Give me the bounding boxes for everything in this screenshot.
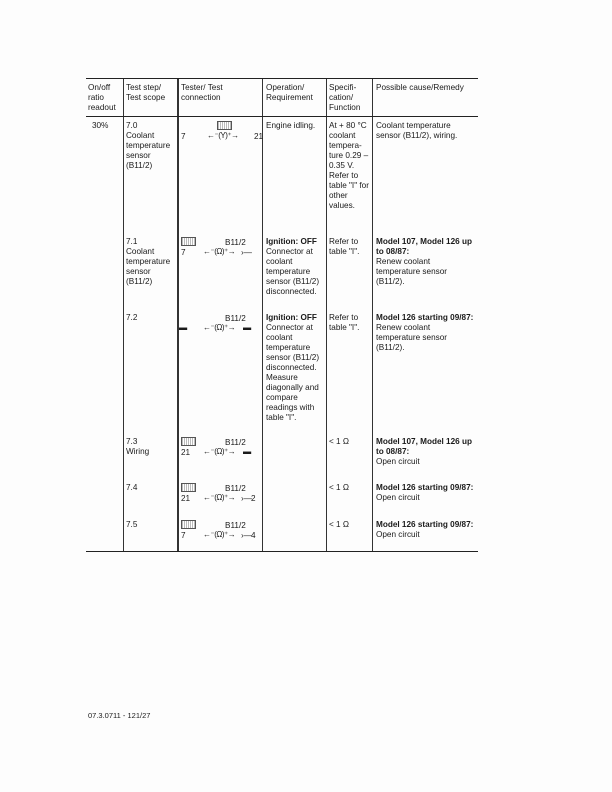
connector-socket-icon: ›—	[241, 248, 252, 257]
test-connection-diagram	[179, 483, 262, 513]
connection-right: 4	[251, 531, 256, 540]
test-connection-diagram	[179, 520, 262, 550]
step-number: 7.1	[126, 237, 138, 246]
meter-icon: ←⁻(Ω)⁺→	[203, 493, 236, 502]
plug-icon: ▬	[179, 323, 188, 332]
column-divider	[123, 79, 124, 551]
step-number: 7.0	[126, 121, 138, 130]
connection-right: 21	[254, 132, 264, 141]
remedy-text: Open circuit	[376, 457, 420, 466]
column-divider	[372, 79, 373, 551]
test-scope: Coolant temperature sensor (B11/2)	[126, 131, 171, 170]
test-scope: Coolant temperature sensor (B11/2)	[126, 247, 171, 286]
header-tester: Tester/ Test connection	[181, 83, 223, 102]
connection-left: 7	[181, 531, 186, 540]
remedy	[376, 313, 476, 353]
component-label: B11/2	[225, 238, 246, 247]
specification: < 1 Ω	[329, 483, 350, 492]
remedy-text: Coolant temperature sensor (B11/2), wiring.	[376, 121, 458, 140]
test-step	[126, 313, 176, 323]
header-ratio: On/off ratio readout	[88, 83, 116, 112]
remedy-text: Open circuit	[376, 530, 420, 539]
remedy-text: Renew coolant temperature sensor (B11/2).	[376, 257, 447, 286]
connector-socket-icon: ›—	[241, 494, 252, 503]
test-table	[86, 78, 478, 552]
header-operation: Operation/ Requirement	[266, 83, 313, 102]
test-step	[126, 483, 176, 493]
step-number: 7.2	[126, 313, 138, 322]
header-remedy: Possible cause/Remedy	[376, 83, 464, 92]
remedy	[376, 437, 476, 467]
meter-icon: ←⁻(Ω)⁺→	[203, 323, 236, 332]
step-number: 7.3	[126, 437, 138, 446]
meter-icon: ←⁻(Ω)⁺→	[203, 247, 236, 256]
connection-left: 21	[181, 448, 191, 457]
plug-icon: ▬	[243, 323, 252, 332]
component-label: B11/2	[225, 521, 246, 530]
operation-condition: Ignition: OFF	[266, 237, 317, 246]
page-footer: 07.3.0711 - 121/27	[88, 711, 151, 720]
component-label: B11/2	[225, 314, 246, 323]
test-connection-diagram	[179, 237, 262, 267]
remedy-text: Open circuit	[376, 493, 420, 502]
tester-icon	[181, 520, 196, 529]
operation	[266, 237, 326, 297]
operation-text: Connector at coolant temperature sensor (B11/2) disconnected.	[266, 247, 320, 296]
step-number: 7.5	[126, 520, 138, 529]
connection-right: 2	[251, 494, 256, 503]
remedy	[376, 237, 476, 287]
connection-left: 21	[181, 494, 191, 503]
operation	[266, 121, 326, 131]
remedy-model: Model 126 starting 09/87:	[376, 520, 474, 529]
header-divider	[86, 116, 478, 117]
column-divider	[326, 79, 327, 551]
remedy-model: Model 126 starting 09/87:	[376, 483, 474, 492]
remedy	[376, 483, 476, 503]
specification: < 1 Ω	[329, 520, 350, 529]
meter-icon: ←⁻(Ω)⁺→	[203, 530, 236, 539]
plug-icon: ▬	[243, 447, 252, 456]
meter-icon: ←⁻(Ω)⁺→	[203, 447, 236, 456]
operation-text: Connector at coolant temperature sensor (B11/2) disconnected. Measure diagonally and compare readings with table "I".	[266, 323, 320, 422]
specification: < 1 Ω	[329, 437, 350, 446]
remedy	[376, 520, 476, 540]
meter-icon: ←⁻(Y)⁺→	[207, 131, 239, 140]
component-label: B11/2	[225, 484, 246, 493]
test-step	[126, 437, 176, 457]
test-connection-diagram	[179, 313, 262, 343]
test-step	[126, 121, 176, 171]
ratio-readout: 30%	[92, 121, 109, 130]
remedy	[376, 121, 476, 141]
tester-icon	[181, 437, 196, 446]
specification: Refer to table "I".	[329, 313, 360, 332]
operation-text: Engine idling.	[266, 121, 316, 130]
specification: At + 80 °C coolant tempera- ture 0.29 – 0.35 V. Refer to table "I" for other values.	[329, 121, 369, 210]
test-step	[126, 237, 176, 287]
header-step: Test step/ Test scope	[126, 83, 166, 102]
component-label: B11/2	[225, 438, 246, 447]
header-spec: Specifi- cation/ Function	[329, 83, 361, 112]
remedy-model: Model 126 starting 09/87:	[376, 313, 474, 322]
tester-icon	[181, 483, 196, 492]
remedy-model: Model 107, Model 126 up to 08/87:	[376, 237, 472, 256]
column-divider	[262, 79, 263, 551]
operation-condition: Ignition: OFF	[266, 313, 317, 322]
connection-left: 7	[181, 132, 186, 141]
connector-socket-icon: ›—	[241, 531, 252, 540]
remedy-text: Renew coolant temperature sensor (B11/2).	[376, 323, 447, 352]
tester-icon	[217, 121, 232, 130]
test-connection-diagram	[179, 121, 262, 151]
connection-left: 7	[181, 248, 186, 257]
remedy-model: Model 107, Model 126 up to 08/87:	[376, 437, 472, 456]
test-scope: Wiring	[126, 447, 150, 456]
test-connection-diagram	[179, 437, 262, 467]
step-number: 7.4	[126, 483, 138, 492]
specification: Refer to table "I".	[329, 237, 360, 256]
test-step	[126, 520, 176, 530]
tester-icon	[181, 237, 196, 246]
operation	[266, 313, 326, 423]
